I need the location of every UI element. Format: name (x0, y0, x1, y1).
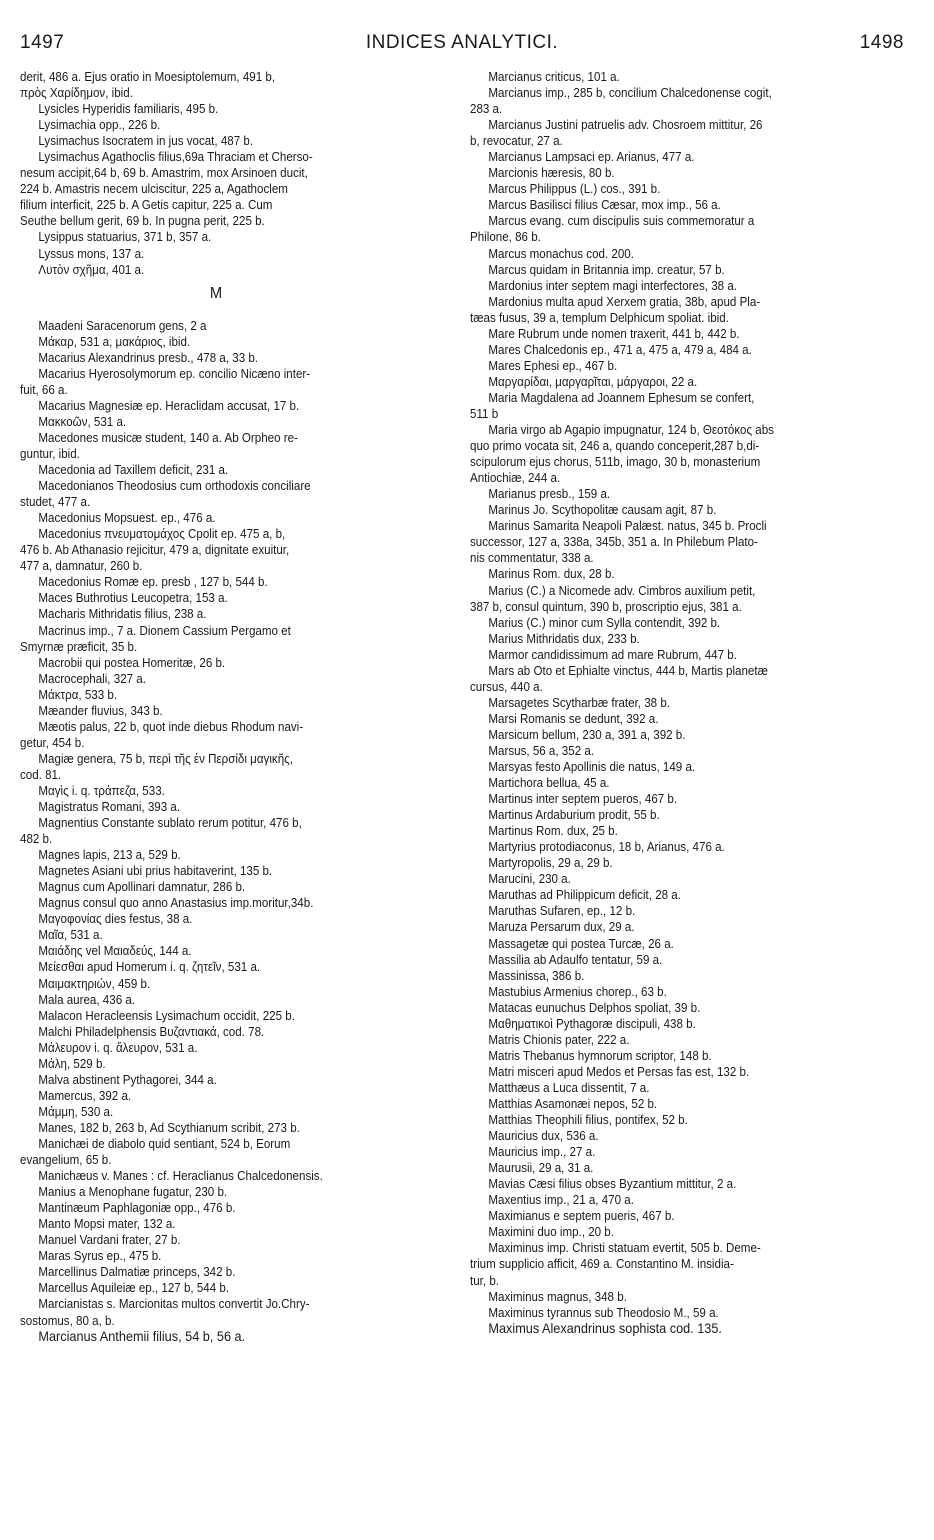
index-entry: Maras Syrus ep., 475 b. (38, 1249, 162, 1264)
index-entry: Mavias Cæsi filius obses Byzantium mittitur, 2 a. (488, 1177, 737, 1192)
index-entry: Mare Rubrum unde nomen traxerit, 441 b, 442 b. (488, 326, 740, 341)
index-entry: Mauricius dux, 536 a. (488, 1129, 599, 1144)
index-entry: Magnes lapis, 213 a, 529 b. (38, 848, 181, 863)
index-entry: Massilia ab Adaulfo tentatur, 59 a. (488, 952, 663, 967)
index-entry: Λυτὸν σχῆμα, 401 a. (38, 262, 145, 277)
index-entry-continuation: 482 b. (20, 832, 53, 847)
index-entry: Magnus cum Apollinari damnatur, 286 b. (38, 880, 246, 895)
index-entry: Maruza Persarum dux, 29 a. (488, 920, 635, 935)
index-entry: Maruthas Sufaren, ep., 12 b. (488, 904, 636, 919)
index-entry: Mardonius multa apud Xerxem gratia, 38b, apud Pla- (488, 294, 761, 309)
index-entry: Μάλη, 529 b. (38, 1056, 106, 1071)
index-entry: Marcianus criticus, 101 a. (488, 70, 620, 84)
index-entry: Maurusii, 29 a, 31 a. (488, 1161, 594, 1176)
index-entry: Marucini, 230 a. (488, 872, 571, 887)
index-entry: Martinus Ardaburium prodit, 55 b. (488, 808, 660, 823)
index-entry: Matri misceri apud Medos et Persas fas est, 132 b. (488, 1064, 750, 1079)
index-entry: Μαργαρίδαι, μαργαρῖται, μάργαροι, 22 a. (488, 374, 698, 389)
index-entry: Lyssus mons, 137 a. (38, 246, 145, 261)
index-entry: Martichora bellua, 45 a. (488, 776, 610, 791)
index-entry: Magnentius Constante sublato rerum potitur, 476 b, (38, 816, 302, 831)
index-entry-continuation: Smyrnæ præficit, 35 b. (20, 639, 138, 654)
index-entry-continuation: b, revocatur, 27 a. (470, 134, 563, 149)
index-entry: Massinissa, 386 b. (488, 968, 585, 983)
index-entry: Macrobii qui postea Homeritæ, 26 b. (38, 655, 226, 670)
running-header (20, 32, 904, 62)
index-entry-continuation: nis commentatur, 338 a. (470, 551, 594, 566)
index-entry-continuation: πρὸς Χαρίδημον, ibid. (20, 86, 133, 101)
index-entry: Μείεσθαι apud Homerum i. q. ζητεῖν, 531 a. (38, 960, 261, 975)
index-entry: Malacon Heracleensis Lysimachum occidit, 225 b. (38, 1008, 295, 1023)
index-entry: Malchi Philadelphensis Βυζαντιακά, cod. 78. (38, 1024, 265, 1039)
index-entry: Marinus Jo. Scythopolitæ causam agit, 87 b. (488, 503, 717, 518)
index-entry: Μακκοῶν, 531 a. (38, 414, 127, 429)
index-entry: Macarius Hyerosolymorum ep. concilio Nicæno inter- (38, 366, 311, 381)
index-entry: Maces Buthrotius Leucopetra, 153 a. (38, 591, 228, 606)
index-entry-continuation: studet, 477 a. (20, 495, 91, 510)
index-entry: Marius (C.) a Nicomede adv. Cimbros auxilium petit, (488, 583, 756, 598)
index-entry: Lysimachus Agathoclis filius,69a Thraciam et Cherso- (38, 150, 313, 165)
index-entry: Mars ab Oto et Ephialte vinctus, 444 b, Martis planetæ (488, 663, 768, 678)
index-entry: Macedonia ad Taxillem deficit, 231 a. (38, 463, 229, 478)
index-entry: Marcus Philippus (L.) cos., 391 b. (488, 182, 661, 197)
index-entry-continuation: Antiochiæ, 244 a. (470, 471, 561, 486)
index-entry: Marcionis hæresis, 80 b. (488, 166, 615, 181)
index-entry: Matacas eunuchus Delphos spoliat, 39 b. (488, 1000, 701, 1015)
index-entry-continuation: quo primo vocata sit, 246 a, quando conceperit,287 b,di- (470, 439, 760, 454)
index-entry: Marmor candidissimum ad mare Rubrum, 447 b. (488, 647, 737, 662)
index-entry-continuation: tur, b. (470, 1273, 499, 1288)
index-entry: Macedonius Mopsuest. ep., 476 a. (38, 511, 216, 526)
index-entry: Μαγὶς i. q. τράπεζα, 533. (38, 783, 165, 798)
index-entry: Marcus quidam in Britannia imp. creatur, 57 b. (488, 262, 725, 277)
index-entry: Marianus presb., 159 a. (488, 487, 611, 502)
index-entry: Μαγοφονίας dies festus, 38 a. (38, 912, 193, 927)
index-entry: Lysippus statuarius, 371 b, 357 a. (38, 230, 212, 245)
right-column (470, 69, 862, 1337)
index-entry: Maximinus imp. Christi statuam evertit, 505 b. Deme- (488, 1241, 761, 1256)
index-entry: Marcianus Anthemii filius, 54 b, 56 a. (38, 1328, 246, 1344)
index-entry: Marcianus Justini patruelis adv. Chosroem mittitur, 26 (488, 118, 763, 133)
index-entry: Macedonius πνευματομάχος Cpolit ep. 475 a, b, (38, 527, 286, 542)
index-entry: Massagetæ qui postea Turcæ, 26 a. (488, 936, 674, 951)
index-entry: Marcianus Lampsaci ep. Arianus, 477 a. (488, 150, 695, 165)
index-entry: Mala aurea, 436 a. (38, 992, 136, 1007)
index-entry: Mæander fluvius, 343 b. (38, 703, 163, 718)
index-entry-continuation: getur, 454 b. (20, 735, 85, 750)
index-entry-continuation: 283 a. (470, 102, 503, 117)
index-entry-continuation: 224 b. Amastris necem ulciscitur, 225 a, Agathoclem (20, 182, 288, 197)
index-entry: Magiæ genera, 75 b, περὶ τῆς ἐν Περσίδι μαγικῆς, (38, 751, 293, 766)
index-entry: Μάκαρ, 531 a, μακάριος, ibid. (38, 334, 191, 349)
index-entry: Martyrius protodiaconus, 18 b, Arianus, 476 a. (488, 840, 725, 855)
index-entry: Martyropolis, 29 a, 29 b. (488, 856, 613, 871)
index-entry-continuation: cod. 81. (20, 767, 62, 782)
page-title: INDICES ANALYTICI. (365, 32, 559, 53)
index-entry: Mauricius imp., 27 a. (488, 1145, 596, 1160)
index-entry: Macarius Alexandrinus presb., 478 a, 33 b. (38, 350, 259, 365)
index-entry: Marcianus imp., 285 b, concilium Chalcedonense cogit, (488, 86, 772, 101)
index-entry: Manichæi de diabolo quid sentiant, 524 b, Eorum (38, 1137, 291, 1151)
index-entry-continuation: 477 a, damnatur, 260 b. (20, 559, 143, 574)
index-entry: Martinus Rom. dux, 25 b. (488, 824, 618, 839)
index-entry: Manichæus v. Manes : cf. Heraclianus Chalcedonensis. (38, 1169, 323, 1184)
index-entry: Μαθηματικοὶ Pythagoræ discipuli, 438 b. (488, 1016, 696, 1031)
index-entry: Marcellinus Dalmatiæ princeps, 342 b. (38, 1265, 236, 1280)
left-page-number: 1497 (20, 32, 65, 53)
index-entry-continuation: filium interficit, 225 b. A Getis capitur, 225 a. Cum (20, 198, 273, 213)
index-entry-continuation: scipulorum ejus chorus, 511b, imago, 30 b, monasterium (470, 455, 761, 470)
index-entry: Maxentius imp., 21 a, 470 a. (488, 1193, 634, 1208)
index-entry: Marsi Romanis se dedunt, 392 a. (488, 711, 659, 726)
index-entry: Marcellus Aquileiæ ep., 127 b, 544 b. (38, 1281, 230, 1296)
index-entry: Marinus Rom. dux, 28 b. (488, 567, 615, 582)
index-entry: Mardonius inter septem magi interfectores, 38 a. (488, 278, 737, 293)
index-entry: Macrocephali, 327 a. (38, 671, 146, 686)
index-entry: Marcus evang. cum discipulis suis commemoratur a (488, 214, 755, 229)
index-entry: Marsus, 56 a, 352 a. (488, 743, 595, 758)
index-entry: Marsyas festo Apollinis die natus, 149 a. (488, 760, 696, 775)
index-entry: Matthæus a Luca dissentit, 7 a. (488, 1080, 650, 1095)
index-entry: Marcus Basilisci filius Cæsar, mox imp., 56 a. (488, 198, 721, 213)
index-entry-continuation: Seuthe bellum gerit, 69 b. In pugna perit, 225 b. (20, 214, 265, 229)
index-entry: Mares Chalcedonis ep., 471 a, 475 a, 479 a, 484 a. (488, 342, 752, 357)
index-entry: Mantinæum Paphlagoniæ opp., 476 b. (38, 1201, 236, 1216)
index-entry: Μαῖα, 531 a. (38, 928, 103, 943)
index-entry: Matthias Theophili filius, pontifex, 52 b. (488, 1113, 688, 1128)
index-entry-continuation: 511 b (470, 406, 499, 421)
index-entry: Manuel Vardani frater, 27 b. (38, 1233, 181, 1248)
index-entry: Μαιμακτηριών, 459 b. (38, 976, 151, 991)
index-entry: Marinus Samarita Neapoli Palæst. natus, 345 b. Procli (488, 519, 767, 534)
index-entry: Martinus inter septem pueros, 467 b. (488, 792, 678, 807)
index-entry: Mæotis palus, 22 b, quot inde diebus Rhodum navi- (38, 719, 304, 734)
index-entry: Magnetes Asiani ubi prius habitaverint, 135 b. (38, 864, 273, 879)
index-entry: Macrinus imp., 7 a. Dionem Cassium Pergamo et (38, 623, 291, 638)
left-column (20, 69, 412, 1345)
index-entry: Maria virgo ab Agapio impugnatur, 124 b, Θεοτόκος abs (488, 423, 774, 438)
index-entry: Mastubius Armenius chorep., 63 b. (488, 984, 667, 999)
index-entry: Macedonianos Theodosius cum orthodoxis conciliare (38, 479, 311, 494)
index-entry-continuation: derit, 486 a. Ejus oratio in Moesiptolemum, 491 b, (20, 70, 276, 84)
index-entry: Manes, 182 b, 263 b, Ad Scythianum scribit, 273 b. (38, 1120, 300, 1135)
section-letter: M (209, 284, 223, 302)
index-entry: Manto Mopsi mater, 132 a. (38, 1217, 176, 1232)
index-entry: Maximus Alexandrinus sophista cod. 135. (488, 1320, 722, 1336)
index-entry-continuation: Philone, 86 b. (470, 230, 541, 245)
index-entry: Marcus monachus cod. 200. (488, 246, 634, 261)
index-entry-continuation: 476 b. Ab Athanasio rejicitur, 479 a, dignitate exuitur, (20, 543, 290, 558)
index-entry-continuation: guntur, ibid. (20, 446, 80, 461)
index-entry: Marsicum bellum, 230 a, 391 a, 392 b. (488, 727, 686, 742)
index-entry-continuation: successor, 127 a, 338a, 345b, 351 a. In Philebum Plato- (470, 535, 758, 550)
index-entry: Maximini duo imp., 20 b. (488, 1225, 614, 1240)
index-entry: Manius a Menophane fugatur, 230 b. (38, 1185, 228, 1200)
index-entry: Lysimachus Isocratem in jus vocat, 487 b. (38, 134, 254, 149)
index-entry: Marsagetes Scytharbæ frater, 38 b. (488, 695, 671, 710)
index-entry: Mamercus, 392 a. (38, 1088, 132, 1103)
index-entry: Magistratus Romani, 393 a. (38, 800, 181, 815)
index-entry: Maadeni Saracenorum gens, 2 a (38, 318, 207, 333)
index-entry: Maria Magdalena ad Joannem Ephesum se confert, (488, 390, 755, 405)
index-entry: Marius (C.) minor cum Sylla contendit, 392 b. (488, 615, 721, 630)
right-page-number: 1498 (859, 32, 904, 53)
index-entry: Matris Thebanus hymnorum scriptor, 148 b. (488, 1048, 712, 1063)
index-entry: Μάκτρα, 533 b. (38, 687, 118, 702)
index-entry-continuation: 387 b, consul quintum, 390 b, proscriptio ejus, 381 a. (470, 599, 742, 614)
index-entry: Μάμμη, 530 a. (38, 1104, 114, 1119)
index-entry-continuation: nesum accipit,64 b, 69 b. Amastrim, mox Arsinoen ducit, (20, 166, 308, 181)
index-entry-continuation: evangelium, 65 b. (20, 1153, 112, 1168)
index-entry: Marius Mithridatis dux, 233 b. (488, 631, 640, 646)
index-entry: Maximinus tyrannus sub Theodosio M., 59 a. (488, 1305, 719, 1320)
index-entry-continuation: tæas fusus, 39 a, templum Delphicum spoliat. ibid. (470, 310, 729, 325)
index-entry: Magnus consul quo anno Anastasius imp.moritur,34b. (38, 896, 314, 911)
index-entry: Μαιάδης vel Μαιαδεύς, 144 a. (38, 944, 192, 959)
index-entry-continuation: sostomus, 80 a, b. (20, 1313, 115, 1328)
index-entry: Macarius Magnesiæ ep. Heraclidam accusat, 17 b. (38, 398, 300, 413)
index-entry: Mares Ephesi ep., 467 b. (488, 358, 618, 373)
index-entry: Maruthas ad Philippicum deficit, 28 a. (488, 888, 681, 903)
index-entry: Maximianus e septem pueris, 467 b. (488, 1209, 675, 1224)
index-entry: Malva abstinent Pythagorei, 344 a. (38, 1072, 217, 1087)
index-entry-continuation: trium supplicio afficit, 469 a. Constantino M. insidia- (470, 1257, 734, 1272)
index-entry: Maximinus magnus, 348 b. (488, 1289, 627, 1304)
index-entry-continuation: cursus, 440 a. (470, 679, 543, 694)
index-entry: Lysicles Hyperidis familiaris, 495 b. (38, 102, 219, 117)
index-entry: Macedonius Romæ ep. presb , 127 b, 544 b. (38, 575, 268, 590)
index-entry-continuation: fuit, 66 a. (20, 382, 68, 397)
index-entry: Macedones musicæ student, 140 a. Ab Orpheo re- (38, 430, 298, 445)
index-entry: Matris Chionis pater, 222 a. (488, 1032, 630, 1047)
index-entry: Macharis Mithridatis filius, 238 a. (38, 607, 207, 622)
index-entry: Μάλευρον i. q. ἄλευρον, 531 a. (38, 1040, 198, 1055)
index-entry: Lysimachia opp., 226 b. (38, 118, 161, 133)
index-entry: Marcianistas s. Marcionitas multos convertit Jo.Chry- (38, 1297, 310, 1312)
index-entry: Matthias Asamonæi nepos, 52 b. (488, 1097, 658, 1111)
